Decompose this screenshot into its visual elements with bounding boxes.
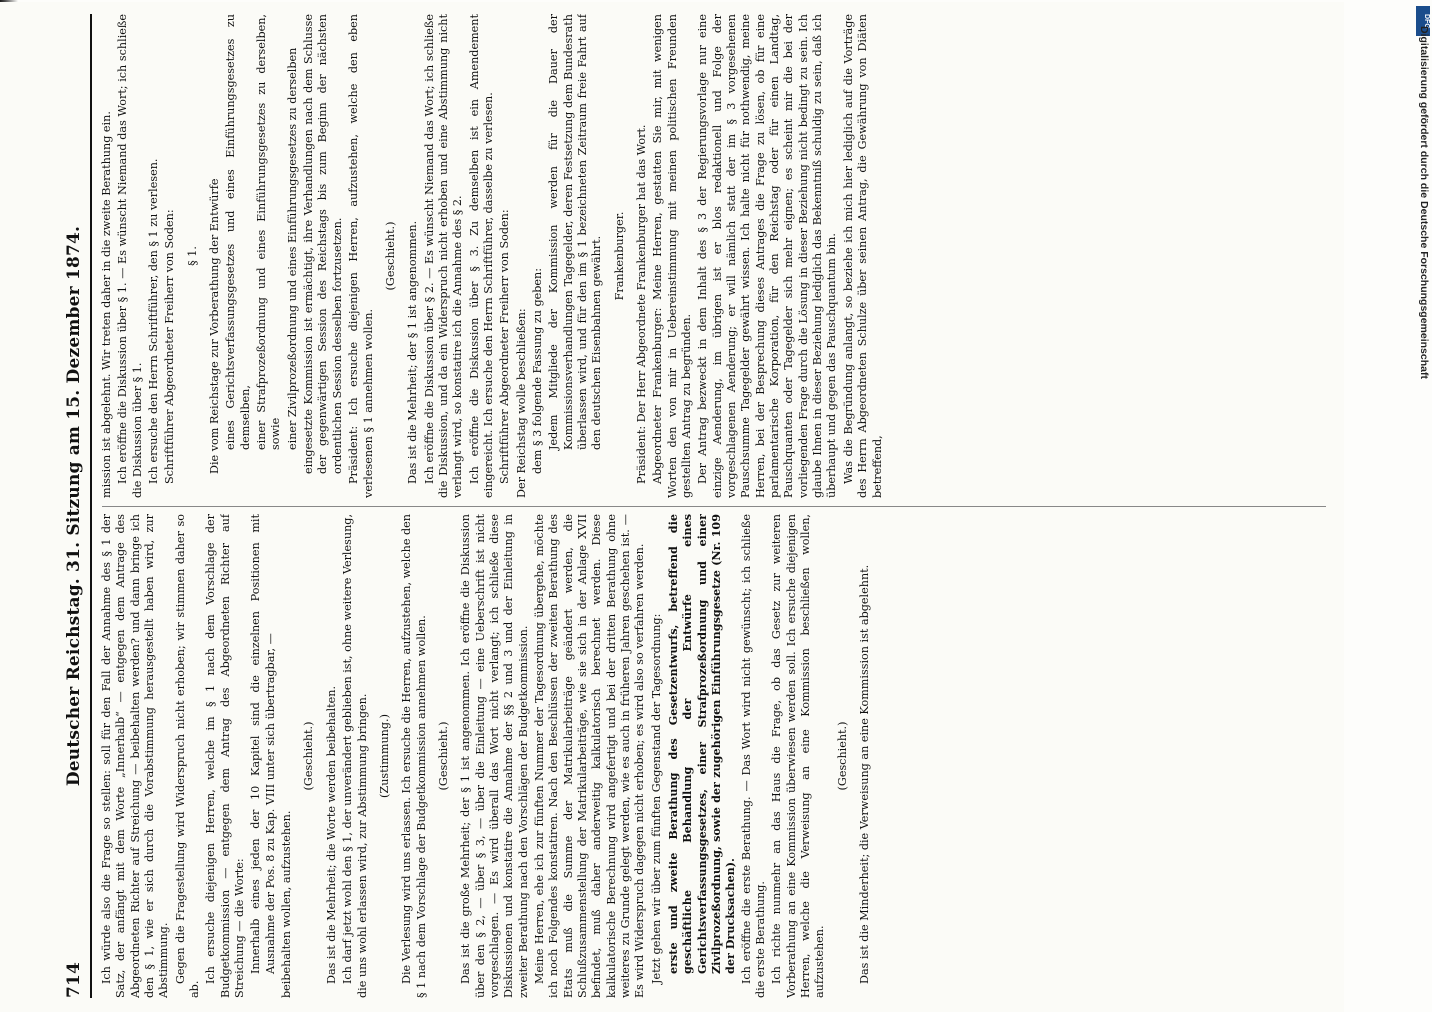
- paragraph: Der Antrag bezweckt in dem Inhalt des § 3 der Regierungsvorlage nur eine einzige Aenderung, im übrigen ist er blos redaktionell und Folge der vorgeschlagenen Aenderung; er will nämlich statt der im § 3 vorgesehenen Pauschsumme Tagegelder gewährt wissen. Ich halte nicht für nothwendig, meine Herren, bei der Besprechung dieses Antrages die Frage zu lösen, ob für eine parlamentarische Korporation, für den Reichstag oder für einen Landtag, Pauschquanten oder Tagegelder sich mehr eignen; es scheint mir die bei der vorliegenden Frage durch die Lösung in dieser Beziehung nicht bedingt zu sein. Ich glaube Ihnen in dieser Beziehung lediglich das Bekenntniß schuldig zu sein, daß ich überhaupt und gegen das Pauschquantum bin.: [696, 14, 839, 498]
- credit-text: Digitalisierung gefördert durch die Deutsche Forschungsgemeinschaft: [1418, 26, 1430, 379]
- paragraph: Jetzt gehen wir über zum fünften Gegenstand der Tagesordnung:: [649, 613, 663, 984]
- paragraph: Meine Herren, ehe ich zur fünften Nummer der Tagesordnung übergehe, möchte ich noch Folgendes konstatiren. Nach den Beschlüssen der zweiten Berathung des Etats muß die Summe der Matrikularbeiträge geändert werden, die Schlußzusammenstellung der Matrikularbeiträge, wie sie sich in der Anlage XVII befindet, muß daher anderweitig kalkulatorisch berechnet werden. Diese kalkulatorische Berechnung wird angefertigt und bei der dritten Berathung ohne weiteres zu Grunde gelegt werden, wie es auch in früheren Jahren geschehen ist. — Es wird Widerspruch dagegen nicht erhoben; es wird also so verfahren werden.: [532, 514, 647, 998]
- paragraph: Gegen die Fragestellung wird Widerspruch nicht erhoben; wir stimmen daher so ab.: [173, 514, 202, 998]
- paragraph: Die Verlesung wird uns erlassen. Ich ersuche die Herren, aufzustehen, welche den § 1 nach dem Vorschlage der Budgetkommission annehmen wollen.: [400, 514, 428, 998]
- paragraph: Ich richte nunmehr an das Haus die Frage, ob das Gesetz zur weiteren Vorberathung an eine Kommission überwiesen werden soll. Ich ersuche diejenigen Herren, welche die Verweisung an eine Kommission beschließen wollen, aufzustehen.: [770, 514, 827, 998]
- paragraph: (Geschieht.): [383, 221, 397, 291]
- paragraph: (Geschieht.): [835, 721, 849, 791]
- paragraph: (Geschieht.): [436, 721, 450, 791]
- paragraph: Schriftführer Abgeordneter Freiherr von Soden:: [163, 209, 177, 484]
- paragraph: Ich eröffne die Diskussion über § 3. Zu demselben ist ein Amendement eingereicht. Ich ersuche den Herrn Schriftführer, dasselbe zu verlesen.: [467, 14, 495, 498]
- paragraph: mission ist abgelehnt. Wir treten daher in die zweite Berathung ein.: [100, 111, 113, 498]
- paragraph: (Geschieht.): [302, 721, 316, 791]
- paragraph: Innerhalb eines jeden der 10 Kapitel sind die einzelnen Positionen mit Ausnahme der Pos. 8 zu Kap. VIII unter sich übertragbar, —: [249, 514, 277, 974]
- paragraph: Ich eröffne die Diskussion über § 1. — Es wünscht Niemand das Wort; ich schließe die Diskussion über § 1.: [116, 14, 144, 498]
- paragraph: Präsident: Ich ersuche diejenigen Herren, aufzustehen, welche den eben verlesenen § 1 annehmen wollen.: [347, 14, 375, 498]
- paragraph: Das ist die große Mehrheit; der § 1 ist angenommen. Ich eröffne die Diskussion über den § 2, — über § 3, — über die Einleitung — eine Ueberschrift ist nicht vorgeschlagen. — Es wird überall das Wort nicht verlangt; ich schließe diese Diskussionen und konstatire die Annahme der §§ 2 und 3 und der Einleitung in zweiter Berathung nach den Vorschlägen der Budgetkommission.: [459, 514, 530, 998]
- paragraph: eingesetzte Kommission ist ermächtigt, ihre Verhandlungen nach dem Schlusse der gegenwärtigen Session des Reichstags bis zum Beginn der nächsten ordentlichen Session desselben fortzusetzen.: [302, 14, 344, 474]
- paragraph: Frankenburger.: [612, 211, 626, 301]
- paragraph: Ich eröffne die Diskussion über § 2. — Es wünscht Niemand das Wort; ich schließe die Diskussion, und da ein Widerspruch nicht erhoben und eine Abstimmung nicht verlangt wird, so konstatire ich die Annahme des § 2.: [422, 14, 465, 498]
- paragraph: einer Strafprozeßordnung und eines Einführungsgesetzes zu derselben, sowie: [255, 14, 283, 450]
- page-title: Deutscher Reichstag. 31. Sitzung am 15. Dezember 1874.: [64, 225, 84, 787]
- paragraph: Abgeordneter Frankenburger: Meine Herren, gestatten Sie mir, mit wenigen Worten den von mir in Uebereinstimmung mit meinen politischen Freunden gestellten Antrag zu begründen.: [651, 14, 694, 498]
- paragraph: Das ist die Minderheit; die Verweisung an eine Kommission ist abgelehnt.: [858, 564, 872, 984]
- page-number: 714: [64, 961, 84, 998]
- paragraph: dem § 3 folgende Fassung zu geben:: [530, 267, 544, 474]
- paragraph: (Zustimmung.): [377, 714, 391, 798]
- paragraph: Ich eröffne die erste Berathung. — Das Wort wird nicht gewünscht; ich schließe die erste Berathung.: [739, 514, 768, 998]
- right-column: [100, 14, 1332, 498]
- paragraph: Ich ersuche diejenigen Herren, welche im § 1 nach dem Vorschlage der Budgetkommission — entgegen dem Antrag des Abgeordneten Richter auf Streichung — die Worte:: [204, 514, 247, 998]
- paragraph: Das ist die Mehrheit; der § 1 ist angenommen.: [406, 220, 420, 484]
- page-header: [64, 14, 90, 998]
- paragraph: Das ist die Mehrheit; die Worte werden beibehalten.: [324, 685, 338, 984]
- paragraph: beibehalten wollen, aufzustehen.: [280, 810, 294, 998]
- paragraph: erste und zweite Berathung des Gesetzentwurfs, betreffend die geschäftliche Behandlung der Entwürfe eines Gerichtsverfassungsgesetzes, einer Strafprozeßordnung und einer Zivilprozeßordnung, sowie der zugehörigen Einführungsgesetze (Nr. 109 der Drucksachen).: [666, 514, 738, 974]
- dfg-logo: DFG: [1416, 6, 1430, 36]
- paragraph: eines Gerichtsverfassungsgesetzes und eines Einführungsgesetzes zu demselben,: [224, 14, 252, 450]
- paragraph: Ich würde also die Frage so stellen: soll für den Fall der Annahme des § 1 der Satz, der anfängt mit dem Worte „Innerhalb“ — entgegen dem Antrage des Abgeordneten Richter auf Streichung — beibehalten werden? und dann bringe ich den § 1, wie er sich durch die Vorabstimmung herausgestellt haben wird, zur Abstimmung.: [100, 514, 171, 998]
- paragraph: Ich ersuche den Herrn Schriftführer, den § 1 zu verlesen.: [147, 158, 161, 484]
- paragraph: Was die Begründung anlangt, so beziehe ich mich hier lediglich auf die Vorträge des Herrn Abgeordneten Schulze über seinen Antrag, die Gewährung von Diäten betreffend,: [841, 14, 884, 498]
- paragraph: Ich darf jetzt wohl den § 1, der unverändert geblieben ist, ohne weitere Verlesung, die uns wohl erlassen wird, zur Abstimmung bringen.: [341, 514, 369, 998]
- paragraph: Jedem Mitgliede der Kommission werden für die Dauer der Kommissionsverhandlungen Tagegelder, deren Festsetzung dem Bundesrath überlassen wird, und für den im § 1 bezeichneten Zeitraum freie Fahrt auf den deutschen Eisenbahnen gewährt.: [547, 14, 604, 450]
- text-columns: [100, 14, 1332, 998]
- paragraph: einer Zivilprozeßordnung und eines Einführungsgesetzes zu derselben: [285, 47, 299, 450]
- document-page: [0, 2, 1344, 1012]
- paragraph: Präsident: Der Herr Abgeordnete Frankenburger hat das Wort.: [635, 124, 648, 484]
- header-rule: [90, 14, 92, 998]
- paragraph: § 1.: [185, 246, 199, 266]
- paragraph: Schriftführer Abgeordneter Freiherr von Soden:: [498, 209, 512, 484]
- left-column: [100, 514, 1332, 998]
- digitization-credit: [1416, 26, 1430, 726]
- paragraph: Die vom Reichstage zur Vorberathung der Entwürfe: [208, 178, 222, 474]
- paragraph: Der Reichstag wolle beschließen:: [514, 308, 528, 498]
